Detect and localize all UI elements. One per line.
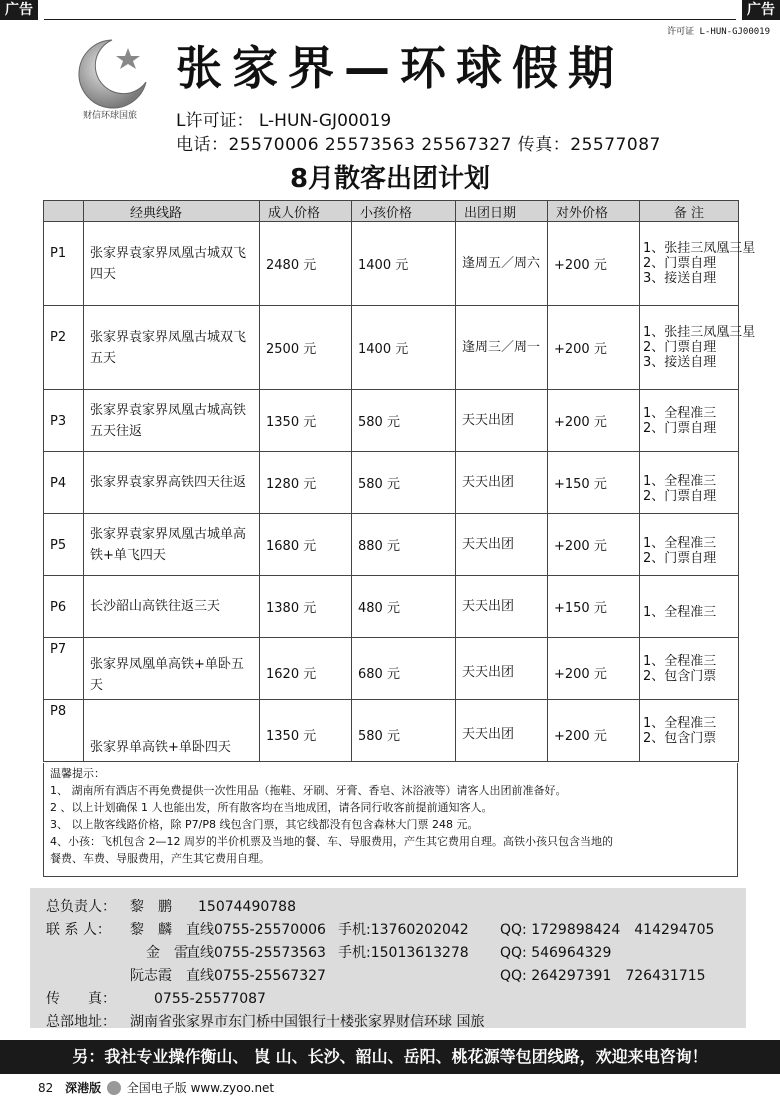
page-number: 82	[38, 1081, 54, 1095]
row-code: P4	[44, 452, 84, 514]
row-route: 张家界袁家界凤凰古城双飞五天	[84, 306, 260, 390]
row-notes	[640, 576, 739, 638]
contact-qq: QQ: 264297391 726431715	[500, 968, 706, 984]
routes-table	[43, 200, 756, 762]
table-row	[44, 306, 739, 390]
table-row	[44, 390, 739, 452]
site-link[interactable]: 全国电子版 www.zyoo.net	[126, 1081, 275, 1095]
tip-line: 餐费、车费、导服费用，产生其它费用自理。	[50, 852, 270, 865]
note-item: 2、门票自理	[643, 340, 717, 355]
tip-line: 2 、以上计划确保 1 人也能出发，所有散客均在当地成团，请各同行收客前提前通知客人。	[50, 801, 493, 814]
contact-mobile: 手机:13760202042	[338, 922, 469, 938]
note-item: 3、接送自理	[643, 271, 717, 286]
promo-banner: 另：我社专业操作衡山、 崀 山、长沙、韶山、岳阳、桃花源等包团线路，欢迎来电咨询！	[0, 1040, 780, 1074]
table-row	[44, 576, 739, 638]
tips-title: 温馨提示：	[50, 767, 105, 780]
row-code: P3	[44, 390, 84, 452]
note-item: 1、全程准三	[643, 605, 717, 620]
row-notes	[640, 222, 756, 306]
row-code: P2	[44, 306, 84, 390]
row-route: 张家界凤凰单高铁+单卧五天	[84, 638, 260, 700]
contact-mobile: 手机:15013613278	[338, 945, 469, 961]
table-header-row	[44, 201, 739, 222]
row-public-price: +200 元	[548, 306, 640, 390]
note-item: 1、张挂三凤凰三星	[643, 325, 756, 340]
note-item: 3、接送自理	[643, 355, 717, 370]
brand-phones: 电话：25570006 25573563 25567327 传真：25577087	[176, 135, 661, 155]
row-child-price: 880 元	[352, 514, 456, 576]
note-item: 1、全程准三	[643, 715, 717, 731]
row-dates: 逢周三／周一	[456, 306, 548, 390]
manager-phone: 15074490788	[198, 899, 296, 915]
row-adult-price: 1280 元	[260, 452, 352, 514]
row-adult-price: 1380 元	[260, 576, 352, 638]
row-dates: 天天出团	[456, 700, 548, 762]
header-public-price: 对外价格	[548, 201, 640, 222]
tip-line: 3、 以上散客线路价格，除 P7/P8 线包含门票，其它线都没有包含森林大门票 248 元。	[50, 818, 479, 831]
row-route: 张家界袁家界凤凰古城双飞四天	[84, 222, 260, 306]
row-dates: 天天出团	[456, 576, 548, 638]
page-footer	[38, 1080, 274, 1096]
manager-row	[46, 896, 730, 919]
row-dates: 天天出团	[456, 390, 548, 452]
row-child-price: 580 元	[352, 390, 456, 452]
header-dates: 出团日期	[456, 201, 548, 222]
contact-row	[46, 919, 730, 942]
contact-qq: QQ: 546964329	[500, 945, 612, 961]
row-child-price: 1400 元	[352, 222, 456, 306]
logo-text: 财信环球国旅	[82, 111, 137, 121]
brand-title: 张家界—环球假期	[176, 41, 624, 95]
contact-row	[46, 942, 730, 965]
row-notes	[640, 390, 739, 452]
note-item: 1、全程准三	[643, 473, 717, 489]
row-notes	[640, 452, 739, 514]
note-item: 1、全程准三	[643, 535, 717, 551]
row-dates: 天天出团	[456, 514, 548, 576]
row-adult-price: 1350 元	[260, 390, 352, 452]
row-adult-price: 2480 元	[260, 222, 352, 306]
row-code: P5	[44, 514, 84, 576]
row-code: P8	[44, 700, 84, 762]
row-adult-price: 1680 元	[260, 514, 352, 576]
row-dates: 天天出团	[456, 452, 548, 514]
contact-qq: QQ: 1729898424 414294705	[500, 922, 715, 938]
top-rule	[44, 19, 736, 20]
fax-row	[46, 988, 730, 1011]
address-row	[46, 1011, 730, 1034]
row-route: 张家界单高铁+单卧四天	[84, 700, 260, 762]
header-notes: 备 注	[640, 201, 739, 222]
row-dates: 天天出团	[456, 638, 548, 700]
ad-tag-left: 广告	[0, 0, 38, 20]
row-public-price: +200 元	[548, 638, 640, 700]
note-item: 1、全程准三	[643, 405, 717, 421]
row-notes	[640, 700, 739, 762]
contact-name: 阮志霞	[130, 968, 172, 984]
brand-license: L许可证： L-HUN-GJ00019	[176, 111, 392, 131]
contact-name: 黎 麟	[130, 922, 172, 938]
row-child-price: 480 元	[352, 576, 456, 638]
contact-label: 联 系 人：	[46, 922, 111, 938]
table-row	[44, 700, 739, 762]
row-child-price: 580 元	[352, 452, 456, 514]
row-notes	[640, 638, 739, 700]
row-adult-price: 1620 元	[260, 638, 352, 700]
table-row	[44, 638, 739, 700]
row-public-price: +200 元	[548, 390, 640, 452]
table-row	[44, 452, 739, 514]
row-public-price: +200 元	[548, 700, 640, 762]
row-public-price: +200 元	[548, 514, 640, 576]
contact-name: 金 雷	[146, 945, 188, 961]
contact-line: 直线0755-25567327	[186, 968, 326, 984]
contact-row	[46, 965, 730, 988]
row-child-price: 680 元	[352, 638, 456, 700]
manager-name: 黎 鹏	[130, 899, 172, 915]
tip-line: 1、 湖南所有酒店不再免费提供一次性用品（拖鞋、牙刷、牙膏、香皂、沐浴液等）请客人出团前准备好。	[50, 784, 567, 797]
row-notes	[640, 514, 739, 576]
header-adult-price: 成人价格	[260, 201, 352, 222]
edition-badge-icon	[107, 1081, 121, 1095]
header-code	[44, 201, 84, 222]
row-public-price: +150 元	[548, 452, 640, 514]
address-text: 湖南省张家界市东门桥中国银行十楼张家界财信环球 国旅	[130, 1014, 485, 1030]
note-item: 2、门票自理	[643, 488, 717, 504]
header-route: 经典线路	[84, 201, 260, 222]
row-code: P6	[44, 576, 84, 638]
plan-title: 8月散客出团计划	[289, 164, 491, 194]
table-row	[44, 222, 739, 306]
contact-line: 直线0755-25573563	[186, 945, 326, 961]
address-label: 总部地址：	[46, 1014, 116, 1030]
fax-number: 0755-25577087	[154, 991, 266, 1007]
contacts-box	[30, 888, 746, 1028]
note-item: 1、张挂三凤凰三星	[643, 241, 756, 256]
table-row	[44, 514, 739, 576]
row-code: P7	[44, 638, 84, 700]
row-route: 张家界袁家界凤凰古城高铁五天往返	[84, 390, 260, 452]
manager-label: 总负责人：	[46, 899, 116, 915]
fax-label: 传 真：	[46, 991, 116, 1007]
note-item: 2、包含门票	[643, 730, 717, 746]
license-small: 许可证 L-HUN-GJ00019	[667, 27, 770, 37]
row-route: 长沙韶山高铁往返三天	[84, 576, 260, 638]
row-adult-price: 2500 元	[260, 306, 352, 390]
row-route: 张家界袁家界凤凰古城单高铁+单飞四天	[84, 514, 260, 576]
row-public-price: +200 元	[548, 222, 640, 306]
row-code: P1	[44, 222, 84, 306]
row-route: 张家界袁家界高铁四天往返	[84, 452, 260, 514]
note-item: 2、门票自理	[643, 550, 717, 566]
contact-line: 直线0755-25570006	[186, 922, 326, 938]
row-notes	[640, 306, 756, 390]
row-dates: 逢周五／周六	[456, 222, 548, 306]
tip-line: 4、小孩：飞机包含 2—12 周岁的半价机票及当地的餐、车、导服费用，产生其它费用自理。高铁小孩只包含当地的	[50, 835, 613, 848]
row-public-price: +150 元	[548, 576, 640, 638]
note-item: 2、门票自理	[643, 256, 717, 271]
note-item: 1、全程准三	[643, 653, 717, 669]
tips-box	[43, 763, 738, 877]
row-child-price: 1400 元	[352, 306, 456, 390]
edition-label: 深港版	[65, 1081, 102, 1095]
row-adult-price: 1350 元	[260, 700, 352, 762]
note-item: 2、门票自理	[643, 420, 717, 436]
row-child-price: 580 元	[352, 700, 456, 762]
ad-tag-right: 广告	[742, 0, 780, 20]
note-item: 2、包含门票	[643, 668, 717, 684]
header-child-price: 小孩价格	[352, 201, 456, 222]
